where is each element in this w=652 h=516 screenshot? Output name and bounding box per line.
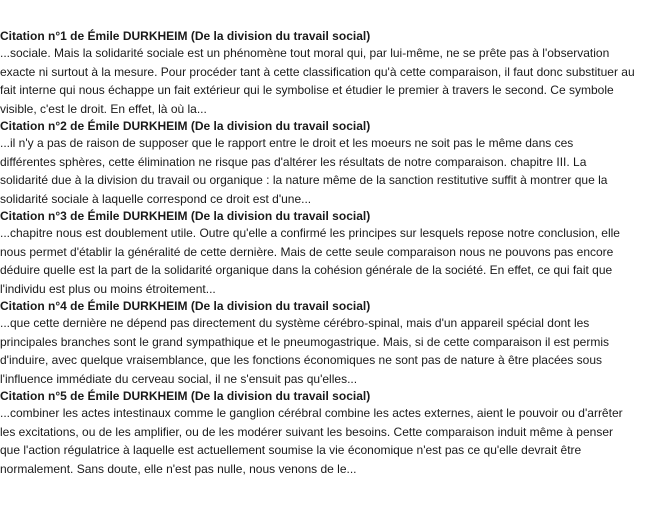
- citations-page: [0, 28, 652, 478]
- citation-title: Citation n°4 de Émile DURKHEIM (De la division du travail social): [0, 299, 371, 313]
- excerpt-line: différentes sphères, cette élimination ne risque pas d'altérer les résultats de notre comparaison. chapitre III. La: [0, 154, 587, 169]
- excerpt-line: ...combiner les actes intestinaux comme le ganglion cérébral combine les actes externes, aient le pouvoir ou d'arrêter: [0, 406, 623, 420]
- citation-block-1: [0, 28, 652, 118]
- excerpt-line: que l'action régulatrice à laquelle est actuellement soumise la vie économique n'est pas ce qu'elle devrait être: [0, 443, 582, 457]
- excerpt-line: les excitations, ou de les amplifier, ou de les modérer suivant les besoins. Cette comparaison induit même à penser: [0, 424, 613, 439]
- excerpt-line: ...chapitre nous est doublement utile. Outre qu'elle a confirmé les principes sur lesquels repose notre conclusion, elle: [0, 226, 620, 240]
- excerpt-line: ...sociale. Mais la solidarité sociale est un phénomène tout moral qui, par lui-même, ne se prête pas à l'observation: [0, 46, 610, 60]
- excerpt-line: exacte ni surtout à la mesure. Pour procéder tant à cette classification qu'à cette comparaison, il faut donc substituer au: [0, 64, 635, 79]
- excerpt-line: solidarité sociale à laquelle correspond ce droit est d'une...: [0, 191, 312, 206]
- excerpt-line: ...il n'y a pas de raison de supposer que le rapport entre le droit et les moeurs ne soit pas le même dans ces: [0, 136, 574, 150]
- citation-block-5: [0, 388, 652, 478]
- excerpt-line: d'induire, avec quelque vraisemblance, que les fonctions économiques ne sont pas de nature à être placées sous: [0, 353, 603, 367]
- citation-excerpt: [0, 314, 652, 388]
- citation-excerpt: [0, 404, 652, 478]
- citation-title: Citation n°1 de Émile DURKHEIM (De la division du travail social): [0, 29, 371, 43]
- excerpt-line: l'influence immédiate du cerveau social, il ne s'ensuit pas qu'elles...: [0, 371, 358, 386]
- excerpt-line: principales branches sont le grand sympathique et le pneumogastrique. Mais, si de cette comparaison il est permis: [0, 334, 609, 349]
- excerpt-line: fait interne qui nous échappe un fait extérieur qui le symbolise et étudier le premier à travers le second. Ce symbole: [0, 83, 614, 97]
- excerpt-line: ...que cette dernière ne dépend pas directement du système cérébro-spinal, mais d'un appareil spécial dont les: [0, 316, 590, 330]
- excerpt-line: déduire quelle est la part de la solidarité organique dans la cohésion générale de la société. En effet, ce qui fait que: [0, 263, 613, 277]
- citation-block-3: [0, 208, 652, 298]
- citation-excerpt: [0, 44, 652, 118]
- citation-excerpt: [0, 224, 652, 298]
- citation-block-4: [0, 298, 652, 388]
- excerpt-line: solidarité due à la division du travail ou organique : la nature même de la sanction restitutive suffit à montrer que la: [0, 173, 608, 187]
- citation-title: Citation n°5 de Émile DURKHEIM (De la division du travail social): [0, 389, 371, 403]
- citation-block-2: [0, 118, 652, 208]
- excerpt-line: l'individu est plus ou moins étroitement...: [0, 281, 216, 296]
- excerpt-line: visible, c'est le droit. En effet, là où la...: [0, 101, 207, 116]
- citation-excerpt: [0, 134, 652, 208]
- citation-title: Citation n°2 de Émile DURKHEIM (De la division du travail social): [0, 119, 371, 133]
- excerpt-line: normalement. Sans doute, elle n'est pas nulle, nous venons de le...: [0, 461, 357, 476]
- citation-title: Citation n°3 de Émile DURKHEIM (De la division du travail social): [0, 209, 371, 223]
- excerpt-line: nous permet d'établir la généralité de cette dernière. Mais de cette seule comparaison nous ne pouvons pas encore: [0, 244, 614, 259]
